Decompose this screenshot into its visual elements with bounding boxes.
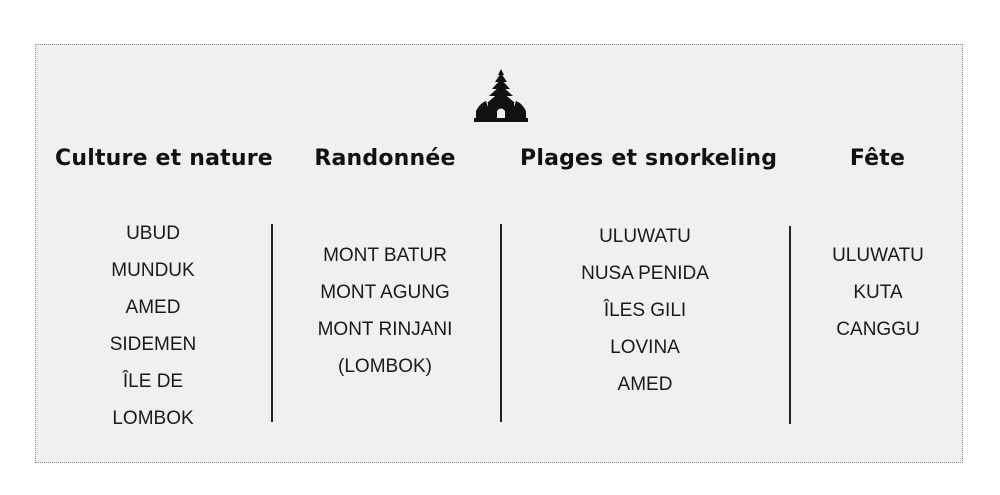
column-divider bbox=[271, 224, 273, 422]
list-item: MONT AGUNG bbox=[320, 282, 450, 303]
list-item: KUTA bbox=[853, 282, 903, 303]
temple-gate-icon bbox=[474, 67, 528, 122]
destination-list-plages bbox=[545, 218, 745, 403]
list-item: SIDEMEN bbox=[109, 334, 197, 355]
destination-list-randonnee bbox=[285, 237, 485, 385]
destination-list-fete bbox=[808, 237, 948, 348]
list-item: LOMBOK bbox=[112, 408, 194, 429]
list-item: (LOMBOK) bbox=[338, 356, 432, 377]
column-title-fete: Fête bbox=[849, 146, 906, 171]
list-item: NUSA PENIDA bbox=[581, 263, 709, 284]
list-item: AMED bbox=[617, 374, 673, 395]
list-item: MONT RINJANI bbox=[317, 319, 453, 340]
column-title-randonnee: Randonnée bbox=[314, 146, 456, 171]
list-item: ULUWATU bbox=[832, 245, 924, 266]
destination-list-culture bbox=[53, 215, 253, 437]
list-item: UBUD bbox=[126, 223, 180, 244]
list-item: CANGGU bbox=[836, 319, 920, 340]
list-item: MONT BATUR bbox=[323, 245, 447, 266]
list-item: MUNDUK bbox=[111, 260, 195, 281]
column-title-plages: Plages et snorkeling bbox=[520, 146, 778, 171]
list-item: LOVINA bbox=[610, 337, 680, 358]
list-item: ULUWATU bbox=[599, 226, 691, 247]
column-title-culture: Culture et nature bbox=[55, 146, 273, 171]
list-item: AMED bbox=[125, 297, 181, 318]
column-divider bbox=[789, 226, 791, 424]
list-item: ÎLE DE bbox=[122, 371, 184, 392]
list-item: ÎLES GILI bbox=[603, 300, 687, 321]
column-divider bbox=[500, 224, 502, 422]
